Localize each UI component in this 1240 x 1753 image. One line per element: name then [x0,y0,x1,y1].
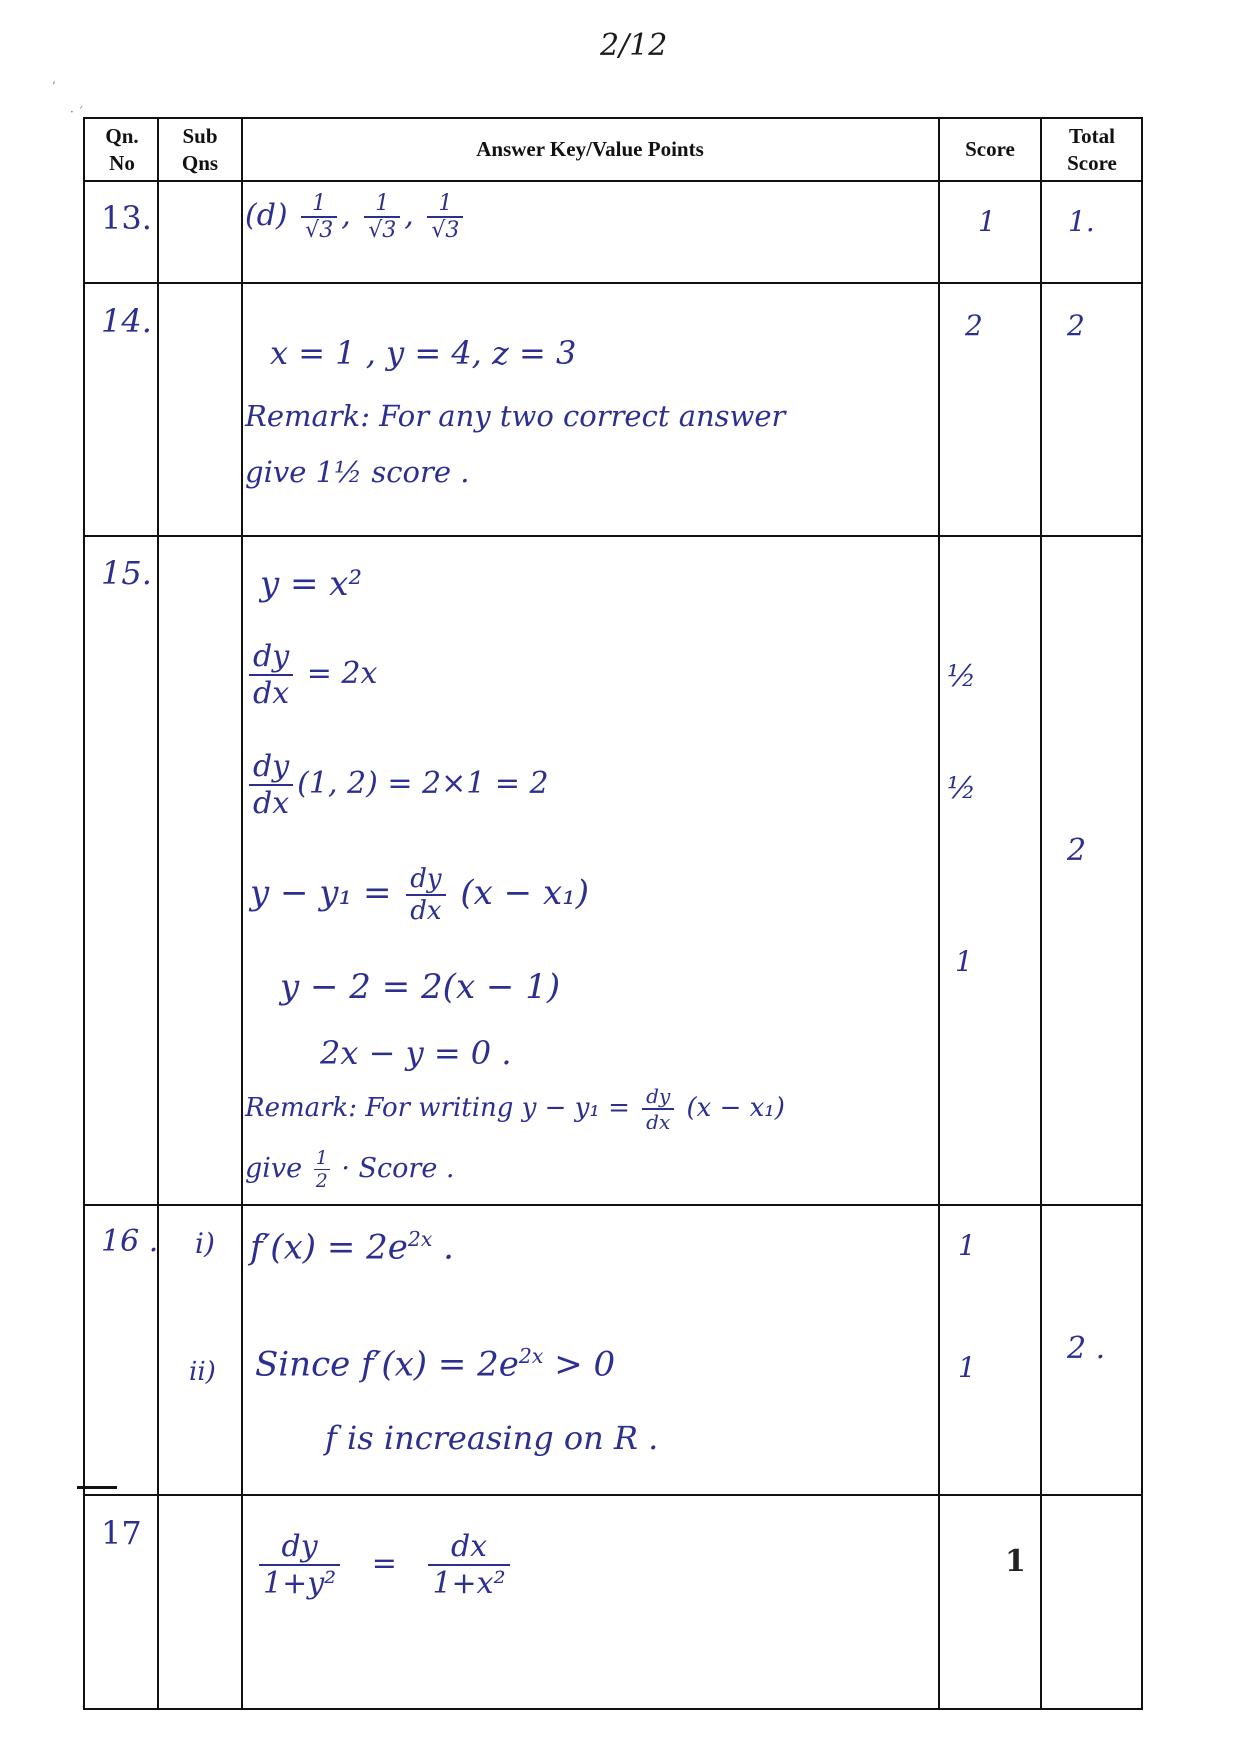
answer-key-table [83,117,1143,1710]
question-number-16: 16 . [101,1224,159,1259]
answer-13-option: (d) [245,198,288,233]
answer-15-line3: $\frac{dy}{dx}$ (1, 2) = 2×1 = 2 [245,749,549,821]
answer-17: $\frac{dy}{\text{1+y²}}$ = $\frac{dx}{\text{1+x²}}$ [255,1529,514,1601]
score-15-b: ½ [947,771,977,806]
answer-15-line2: $\frac{dy}{dx}$ = 2x [245,639,377,711]
question-number-13: 13. [101,199,152,237]
answer-16-line3: f is increasing on R . [325,1419,659,1457]
remark-15-line1: Remark: For writing y − y₁ = $\frac{dy}{dx}$ (x − x₁) [245,1084,785,1134]
answer-13: (d) $\frac{1}{√3}$ , $\frac{1}{√3}$ , $\frac{1}{√3}$ [245,191,467,243]
total-score-16: 2 . [1067,1331,1106,1366]
header-total-score: Total Score [1067,124,1117,175]
half-fraction: $\frac{1}{2}$ [315,1147,328,1192]
col-divider [241,119,243,1708]
question-number-14: 14. [101,302,152,340]
score-15-a: ½ [947,659,977,694]
lhs-fraction: $\frac{dy}{\text{1+y²}}$ [259,1529,340,1601]
col-divider [157,119,159,1708]
score-16-a: 1 [958,1229,976,1262]
total-score-15: 2 [1067,833,1087,868]
col-divider [1040,119,1042,1708]
scan-speck: ‚ [52,72,56,86]
answer-16-line2: Since $f'(x) = 2e^{2x} > 0$ [255,1344,616,1385]
header-answer-key: Answer Key/Value Points [476,137,704,161]
question-number-17: 17 [101,1514,142,1552]
score-17: 1 [1005,1544,1026,1579]
answer-15-line4: y − y₁ = $\frac{dy}{dx}$ (x − x₁) [250,864,590,926]
row-divider [85,1204,1141,1206]
remark-15-line2: give $\frac{1}{2}$ · Score . [245,1147,455,1192]
rhs-fraction: $\frac{dx}{\text{1+x²}}$ [428,1529,509,1601]
answer-15-line1: y = x² [260,564,363,604]
answer-15-line5: y − 2 = 2(x − 1) [280,967,561,1007]
score-14: 2 [965,309,983,342]
total-score-13: 1. [1068,205,1095,238]
derivative-fraction: $\frac{dy}{dx}$ [249,639,293,711]
header-sub-qns: Sub Qns [181,124,219,175]
scan-speck: · ˊ [70,105,84,119]
remark-14-line2: give 1½ score . [245,455,470,489]
header-score: Score [965,137,1015,161]
score-16-b: 1 [958,1351,976,1384]
fraction: $\frac{1}{√3}$ [427,191,463,243]
row-divider [85,1494,1141,1496]
derivative-fraction: $\frac{dy}{dx}$ [642,1084,674,1134]
answer-16-line1: $f'(x) = 2e^{2x}$ . [250,1227,454,1268]
remark-14-line1: Remark: For any two correct answer [245,399,786,433]
total-score-14: 2 [1067,309,1085,342]
row-divider [85,535,1141,537]
header-qn-no: Qn. No [105,124,139,175]
derivative-fraction: $\frac{dy}{dx}$ [249,749,293,821]
derivative-fraction: $\frac{dy}{dx}$ [406,864,445,926]
page-number: 2/12 [600,28,668,63]
col-divider [938,119,940,1708]
question-number-15: 15. [101,554,152,592]
fraction: $\frac{1}{√3}$ [301,191,337,243]
row-divider [85,282,1141,284]
score-13: 1 [978,205,996,238]
answer-15-line6: 2x − y = 0 . [320,1034,512,1072]
sub-question-i: i) [195,1227,215,1260]
answer-14: x = 1 , y = 4, z = 3 [270,334,577,372]
score-15-c: 1 [955,945,973,978]
margin-mark [77,1486,117,1489]
row-divider [85,180,1141,182]
fraction: $\frac{1}{√3}$ [364,191,400,243]
sub-question-ii: ii) [189,1357,216,1387]
